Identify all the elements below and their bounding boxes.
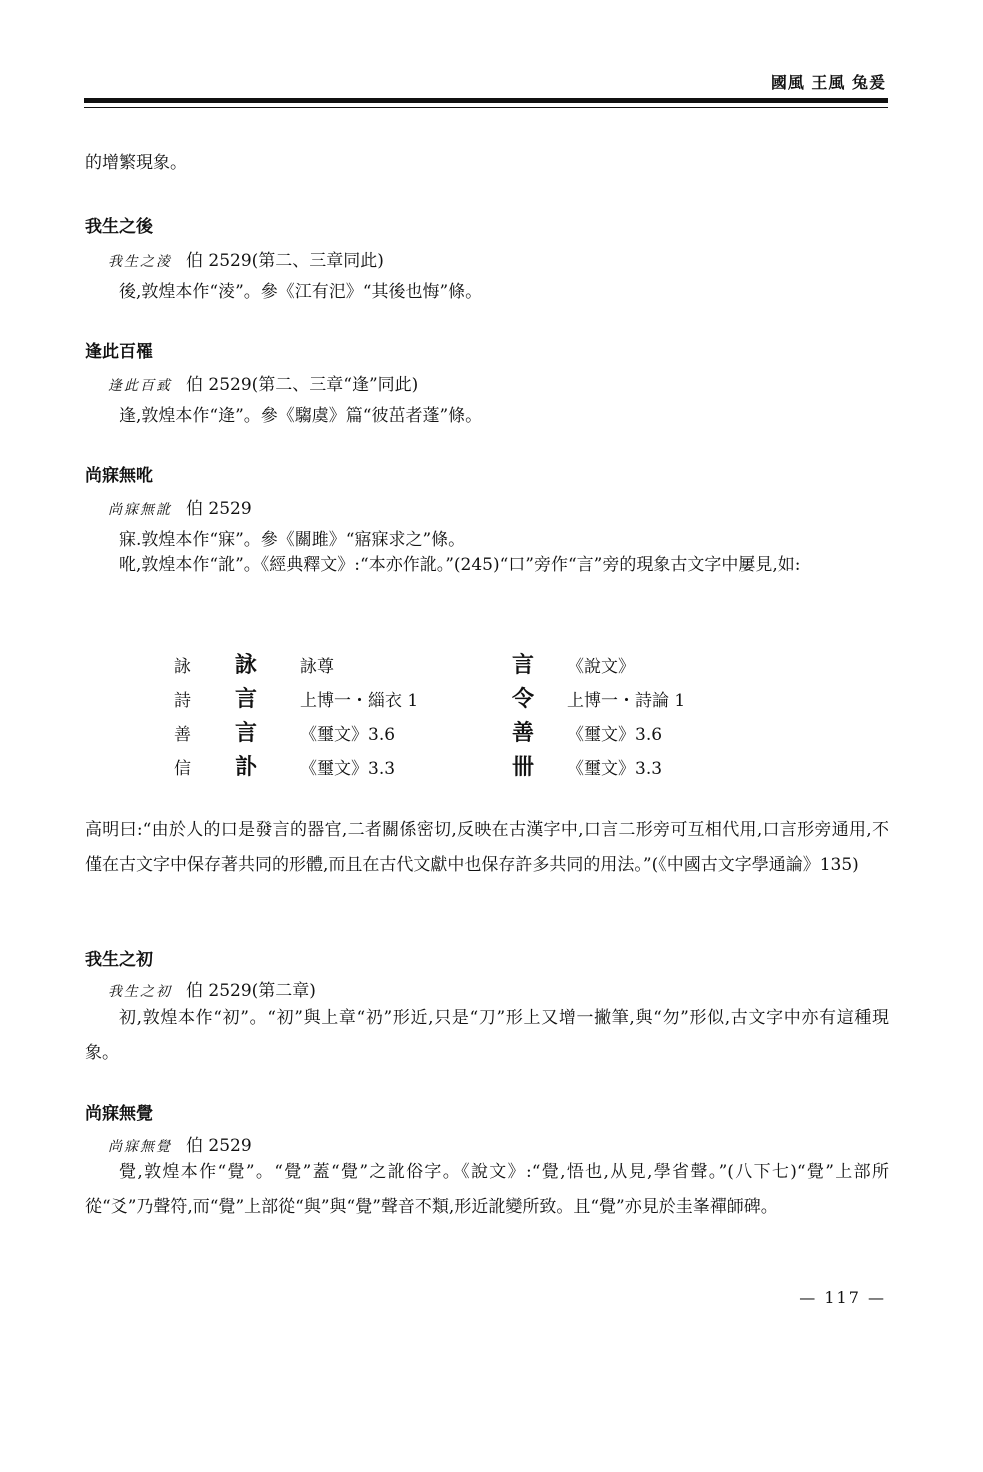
manuscript-text: 我生之淩 (108, 254, 172, 270)
manuscript-text: 尚寐無訛 (108, 502, 172, 518)
entry-citation (108, 1131, 252, 1156)
entry-heading: 尚寐無吪 (85, 466, 153, 486)
entry-heading: 逢此百罹 (85, 342, 153, 362)
page-number: — 117 — (799, 1288, 886, 1307)
entry-note-paragraph: 覺,敦煌本作“覺”。“覺”蓋“覺”之訛俗字。《說文》:“覺,悟也,从見,學省聲。”(八下七)“覺”上部所從“爻”乃聲符,而“覺”上部從“與”與“覺”聲音不類,形近訛變所致。且“覺”亦見於圭峯禪師碑。 (85, 1162, 889, 1217)
citation-ref: 伯 2529(第二、三章“逢”同此) (186, 375, 419, 395)
table-char: 信 (174, 759, 191, 779)
table-source: 《說文》 (567, 657, 635, 677)
citation-ref: 伯 2529 (186, 1136, 252, 1156)
entry-note-paragraph: 吪,敦煌本作“訛”。《經典釋文》:“本亦作訛。”(245)“口”旁作“言”旁的現象古文字中屢見,如: (119, 555, 801, 575)
table-glyph: 卌 (512, 754, 535, 780)
manuscript-text: 我生之初 (108, 984, 172, 1000)
entry-heading: 尚寐無覺 (85, 1104, 153, 1124)
table-source: 《璽文》3.6 (567, 725, 663, 745)
table-source: 詠尊 (300, 657, 334, 677)
entry-citation (108, 246, 384, 271)
table-char: 詩 (174, 691, 191, 711)
entry-citation (108, 494, 252, 519)
continuation-line: 的增繁現象。 (85, 153, 187, 173)
table-source: 《璽文》3.3 (300, 759, 396, 779)
table-source: 上博一・詩論 1 (567, 691, 686, 711)
entry-citation (108, 370, 418, 395)
entry-note: 寐.敦煌本作“寐”。參《關雎》“寤寐求之”條。 (119, 530, 466, 550)
entry-heading: 我生之後 (85, 217, 153, 237)
table-glyph: 言 (235, 720, 258, 746)
table-glyph: 訃 (235, 754, 258, 780)
header-rule (84, 98, 888, 103)
entry-citation (108, 976, 316, 1001)
table-glyph: 善 (512, 720, 535, 746)
table-source: 《璽文》3.6 (300, 725, 396, 745)
citation-ref: 伯 2529(第二章) (186, 981, 316, 1001)
citation-ref: 伯 2529 (186, 499, 252, 519)
table-char: 善 (174, 725, 191, 745)
table-glyph: 詠 (235, 652, 258, 678)
table-glyph: 令 (512, 686, 535, 712)
entry-note-paragraph: 初,敦煌本作“初”。“初”與上章“礽”形近,只是“刀”形上又增一撇筆,與“勿”形似,古文字中亦有這種現象。 (85, 1008, 889, 1063)
entry-note: 逢,敦煌本作“逄”。參《騶虞》篇“彼茁者蓬”條。 (119, 406, 483, 426)
entry-heading: 我生之初 (85, 950, 153, 970)
table-char: 詠 (174, 657, 191, 677)
running-title: 國風 王風 兔爰 (770, 73, 886, 92)
table-source: 上博一・緇衣 1 (300, 691, 419, 711)
quote-paragraph: 高明曰:“由於人的口是發言的器官,二者關係密切,反映在古漢字中,口言二形旁可互相代用,口言形旁通用,不僅在古文字中保存著共同的形體,而且在古代文獻中也保存許多共同的用法。”(《中國古文字學通論》135) (85, 820, 889, 875)
header-rule-thin (84, 107, 888, 108)
manuscript-text: 尚寐無覺 (108, 1139, 172, 1155)
manuscript-text: 逢此百㦶 (108, 378, 172, 394)
table-source: 《璽文》3.3 (567, 759, 663, 779)
table-glyph: 言 (512, 652, 535, 678)
citation-ref: 伯 2529(第二、三章同此) (186, 251, 384, 271)
entry-note: 後,敦煌本作“淩”。參《江有汜》“其後也悔”條。 (119, 282, 483, 302)
table-glyph: 言 (235, 686, 258, 712)
